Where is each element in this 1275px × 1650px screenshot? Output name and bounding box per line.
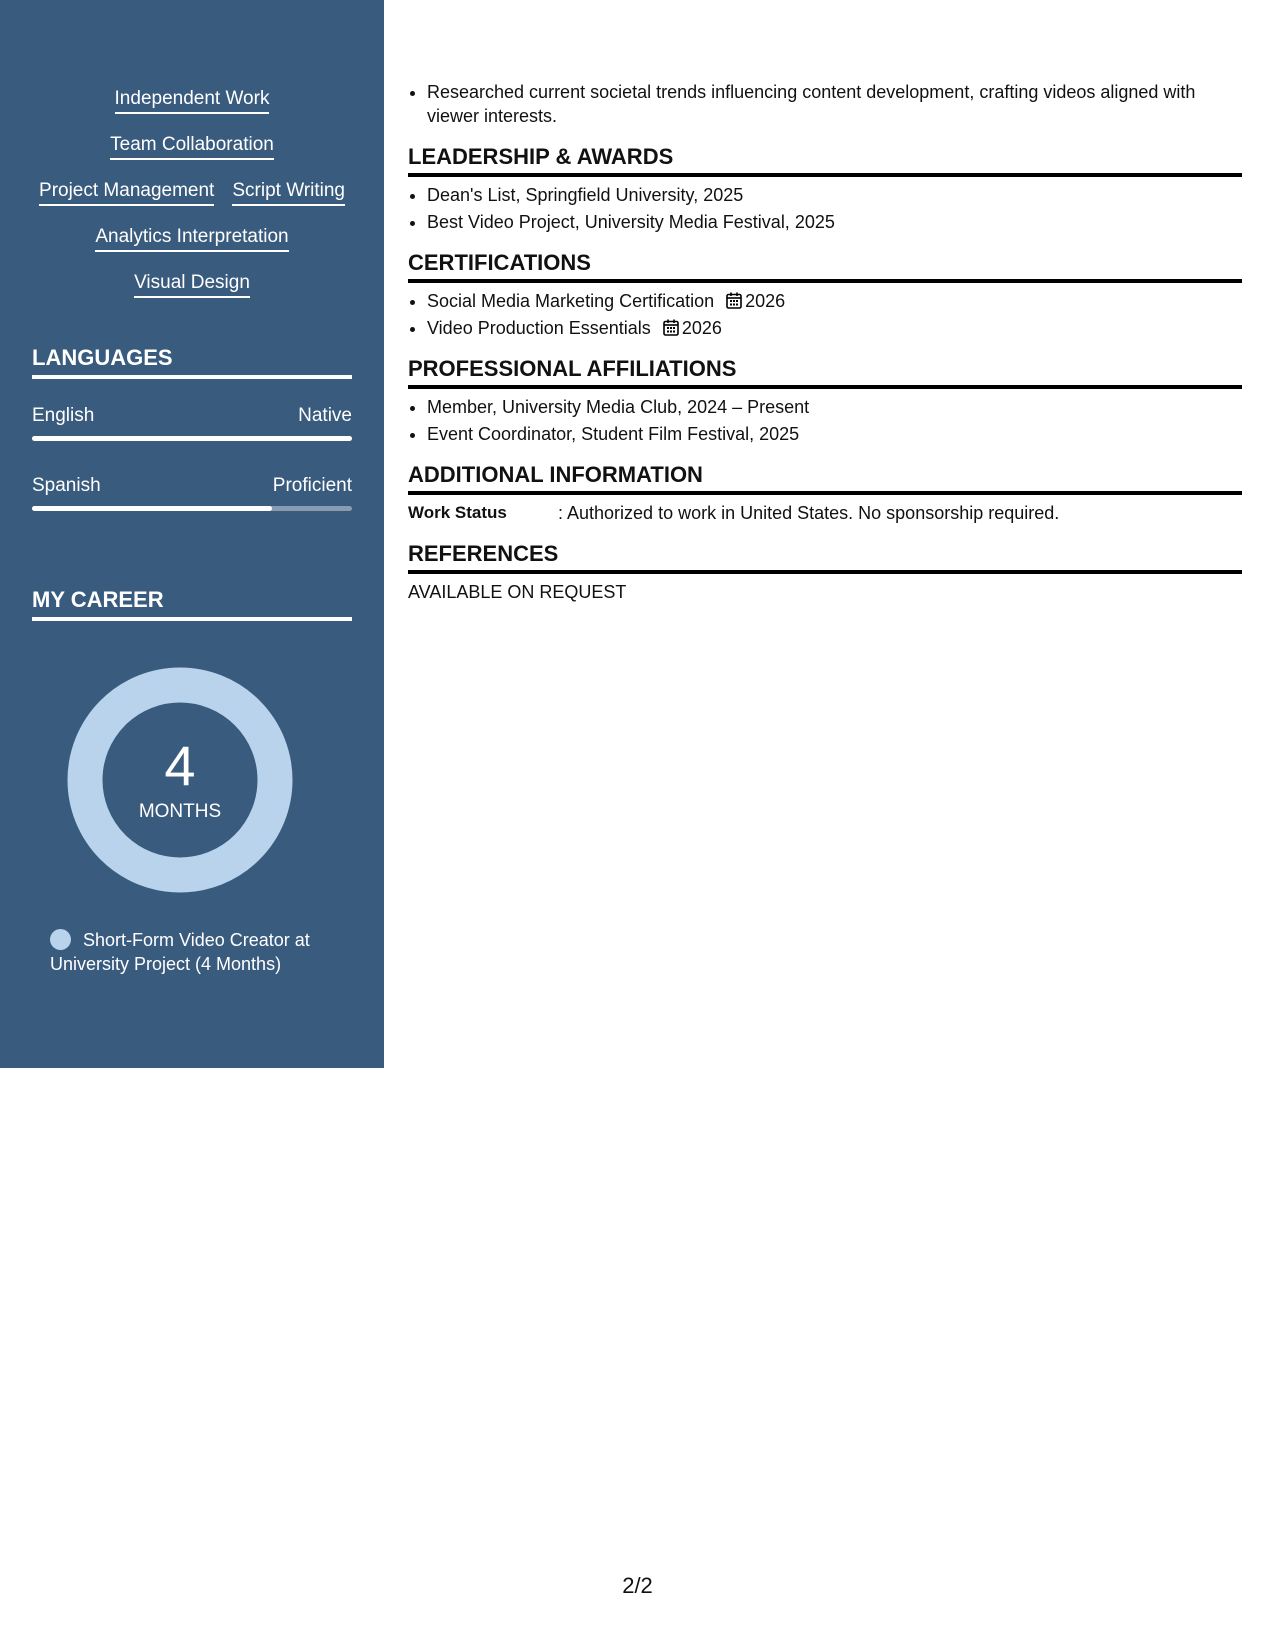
certification-name: Video Production Essentials [427, 318, 651, 338]
skill-tag: Independent Work [115, 86, 270, 114]
career-legend-label: Short-Form Video Creator at University Project (4 Months) [50, 930, 310, 974]
additional-info-heading: ADDITIONAL INFORMATION [408, 461, 1242, 495]
skill-row [32, 132, 352, 160]
language-spanish [32, 474, 352, 511]
work-status-value: : Authorized to work in United States. No sponsorship required. [558, 503, 1060, 523]
career-total-value: 4 [164, 734, 196, 797]
work-status-row [408, 501, 1242, 525]
skills-list [32, 86, 352, 316]
skill-row [32, 270, 352, 298]
skill-row [32, 178, 352, 206]
certification-item [427, 316, 1242, 340]
experience-bullet: • Researched current societal trends influencing content development, crafting videos aligned with viewer interests. [427, 80, 1242, 128]
skill-tag: Script Writing [232, 178, 345, 206]
work-status-label: Work Status [408, 503, 507, 522]
calendar-icon [726, 292, 742, 309]
list-item: • Event Coordinator, Student Film Festival, 2025 [427, 422, 1242, 446]
language-name: English [32, 405, 95, 426]
skill-row [32, 86, 352, 114]
list-item: • Member, University Media Club, 2024 – Present [427, 395, 1242, 419]
languages-heading: LANGUAGES [32, 345, 352, 379]
experience-bullets [408, 80, 1242, 128]
skill-tag: Project Management [39, 178, 214, 206]
main-content [408, 80, 1242, 604]
skill-tag: Analytics Interpretation [95, 224, 288, 252]
language-proficiency-fill [32, 506, 272, 511]
skill-row [32, 224, 352, 252]
career-heading: MY CAREER [32, 587, 352, 621]
certifications-list [408, 289, 1242, 340]
legend-dot-icon [50, 929, 71, 950]
certification-item [427, 289, 1242, 313]
language-level: Proficient [272, 475, 352, 496]
list-item: • Best Video Project, University Media Festival, 2025 [427, 210, 1242, 234]
affiliations-heading: PROFESSIONAL AFFILIATIONS [408, 355, 1242, 389]
list-item: • Dean's List, Springfield University, 2025 [427, 183, 1242, 207]
skill-tag: Visual Design [134, 270, 250, 298]
sidebar [0, 0, 384, 1068]
language-english [32, 404, 352, 441]
calendar-icon [663, 319, 679, 336]
leadership-awards-list [408, 183, 1242, 234]
affiliations-list [408, 395, 1242, 446]
career-legend-item [50, 928, 350, 976]
certification-year: 2026 [681, 318, 722, 338]
references-heading: REFERENCES [408, 540, 1242, 574]
language-name: Spanish [32, 475, 101, 496]
language-proficiency-bar [32, 436, 352, 441]
skill-tag: Team Collaboration [110, 132, 274, 160]
certification-year: 2026 [745, 291, 786, 311]
language-proficiency-bar [32, 506, 352, 511]
language-level: Native [298, 405, 352, 426]
leadership-awards-heading: LEADERSHIP & AWARDS [408, 143, 1242, 177]
language-proficiency-fill [32, 436, 352, 441]
references-text: AVAILABLE ON REQUEST [408, 582, 627, 602]
career-total-unit: MONTHS [138, 801, 222, 822]
certifications-heading: CERTIFICATIONS [408, 249, 1242, 283]
certification-name: Social Media Marketing Certification [427, 291, 715, 311]
page-number: 2/2 [622, 1573, 653, 1598]
